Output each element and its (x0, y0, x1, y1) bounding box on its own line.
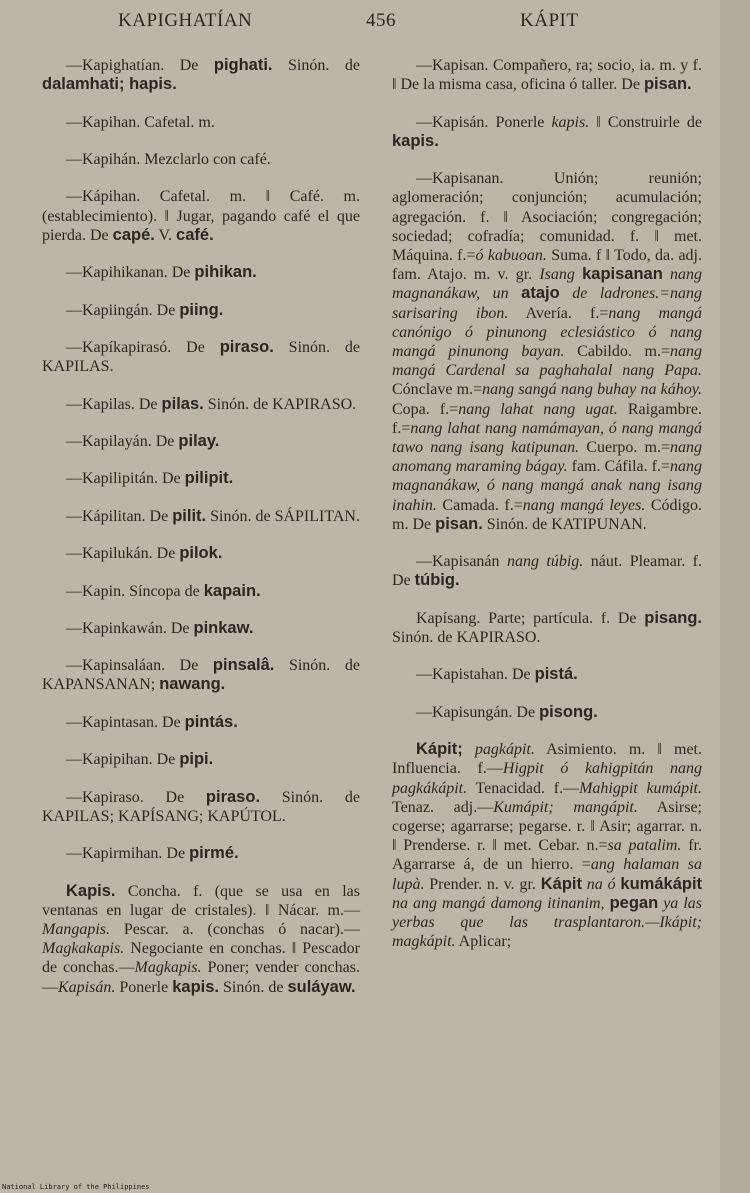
dictionary-entry: —Kapilayán. De pilay. (66, 431, 220, 450)
dictionary-entry: —Kápihan. Cafetal. m. ‖ Café. m. (establecimiento). ‖ Jugar, pagando café el que pierda. De capé. V. café. (42, 188, 360, 244)
page-number: 456 (366, 10, 396, 31)
dictionary-entry: —Kapisan. Compañero, ra; socio, ia. m. y f. ‖ De la misma casa, oficina ó taller. De pisan. (392, 57, 702, 94)
dictionary-entry: —Kapipihan. De pipi. (66, 750, 214, 769)
dictionary-entry: —Kapisán. Ponerle kapis. ‖ Construirle de kapis. (392, 113, 702, 150)
dictionary-entry: Kapísang. Parte; partícula. f. De pisang. Sinón. de KAPIRASO. (392, 608, 702, 647)
dictionary-entry: —Kapilukán. De pilok. (66, 544, 223, 563)
dictionary-entry: —Kapinkawán. De pinkaw. (66, 618, 254, 637)
dictionary-entry: —Kapisungán. De pisong. (416, 702, 598, 721)
dictionary-entry: —Kapirmihan. De pirmé. (66, 844, 239, 863)
dictionary-entry: —Kapilipitán. De pilipit. (66, 469, 234, 488)
page-header (0, 10, 750, 40)
dictionary-entry: —Kapisanán nang túbig. náut. Pleamar. f. De túbig. (392, 553, 703, 590)
dictionary-entry: —Kápilitan. De pilit. Sinón. de SÁPILITAN. (66, 506, 360, 525)
dictionary-entry: —Kapiingán. De piing. (66, 300, 224, 319)
header-right-guideword: KÁPIT (520, 10, 579, 31)
left-column (42, 56, 360, 1015)
dictionary-entry: —Kapilas. De pilas. Sinón. de KAPIRASO. (66, 394, 357, 413)
dictionary-entry: —Kapíkapirasó. De piraso. Sinón. de KAPILAS. (42, 337, 360, 376)
dictionary-entry: —Kapihikanan. De pihikan. (66, 263, 257, 282)
footer-credit: National Library of the Philippines (2, 1183, 150, 1191)
dictionary-entry: —Kapisanan. Unión; reunión; aglomeración; conjunción; acumulación; agregación. f. ‖ Asociación; congregación; sociedad; cofradía; comunidad. f. ‖ met. Máquina. f.=ó kabuoan. Suma. f ‖ Todo, da. adj. fam. Atajo. m. v. gr. Isang kapisanan nang magnanákaw, un atajo de ladrones.=nang sarisaring ibon. Avería. f.=nang mangá canónigo ó pinunong eclesiástico ó nang mangá pinunong bayan. Cabildo. m.=nang mangá Cardenal sa paghahalal nang Papa. Cónclave m.=nang sangá nang buhay na káhoy. Copa. f.=nang lahat nang ugat. Raigambre. f.=nang lahat nang namámayan, ó nang mangá tawo nang isang katipunan. Cuerpo. m.=nang anomang maraming bágay. fam. Cáfila. f.=nang magnanákaw, ó nang mangá anak nang isang inahin. Camada. f.=nang mangá leyes. Código. m. De pisan. Sinón. de KATIPUNAN. (392, 170, 703, 533)
right-column (392, 56, 702, 970)
dictionary-entry: —Kapinsaláan. De pinsalâ. Sinón. de KAPANSANAN; nawang. (42, 656, 360, 694)
dictionary-entry: —Kapin. Síncopa de kapain. (66, 581, 261, 600)
dictionary-entry: —Kapiraso. De piraso. Sinón. de KAPILAS; KAPÍSANG; KAPÚTOL. (42, 787, 360, 825)
page-edge-shadow (720, 0, 750, 1193)
dictionary-entry: —Kapighatían. De pighati. Sinón. de dalamhati; hapis. (42, 56, 360, 94)
dictionary-entry: —Kapistahan. De pistá. (416, 665, 578, 684)
dictionary-entry: —Kapintasan. De pintás. (66, 712, 238, 731)
header-left-guideword: KAPIGHATÍAN (118, 10, 253, 31)
dictionary-entry: Kápit; pagkápit. Asimiento. m. ‖ met. Influencia. f.—Higpit ó kahigpitán nang pagkákápit. Tenacidad. f.—Mahigpit kumápit. Tenaz. adj.—Kumápit; mangápit. Asirse; cogerse; agarrarse; pegarse. r. ‖ Asir; agarrar. n. ‖ Prenderse. r. ‖ met. Cebar. n.=sa patalim. fr. Agarrarse á, de un hierro. =ang halaman sa lupà. Prender. n. v. gr. Kápit na ó kumákápit na ang mangá damong itinanim, pegan ya las yerbas que las trasplantaron.—Ikápit; magkápit. Aplicar; (392, 740, 703, 951)
dictionary-entry: Kapis. Concha. f. (que se usa en las ventanas en lugar de cristales). ‖ Nácar. m.—Mangapis. Pescar. a. (conchas ó nacar).—Magkakapis. Negociante en conchas. ‖ Pescador de conchas.—Magkapis. Poner; vender conchas.—Kapisán. Ponerle kapis. Sinón. de suláyaw. (42, 881, 360, 996)
dictionary-entry: —Kapihán. Mezclarlo con café. (66, 150, 271, 168)
dictionary-entry: —Kapihan. Cafetal. m. (66, 113, 215, 131)
